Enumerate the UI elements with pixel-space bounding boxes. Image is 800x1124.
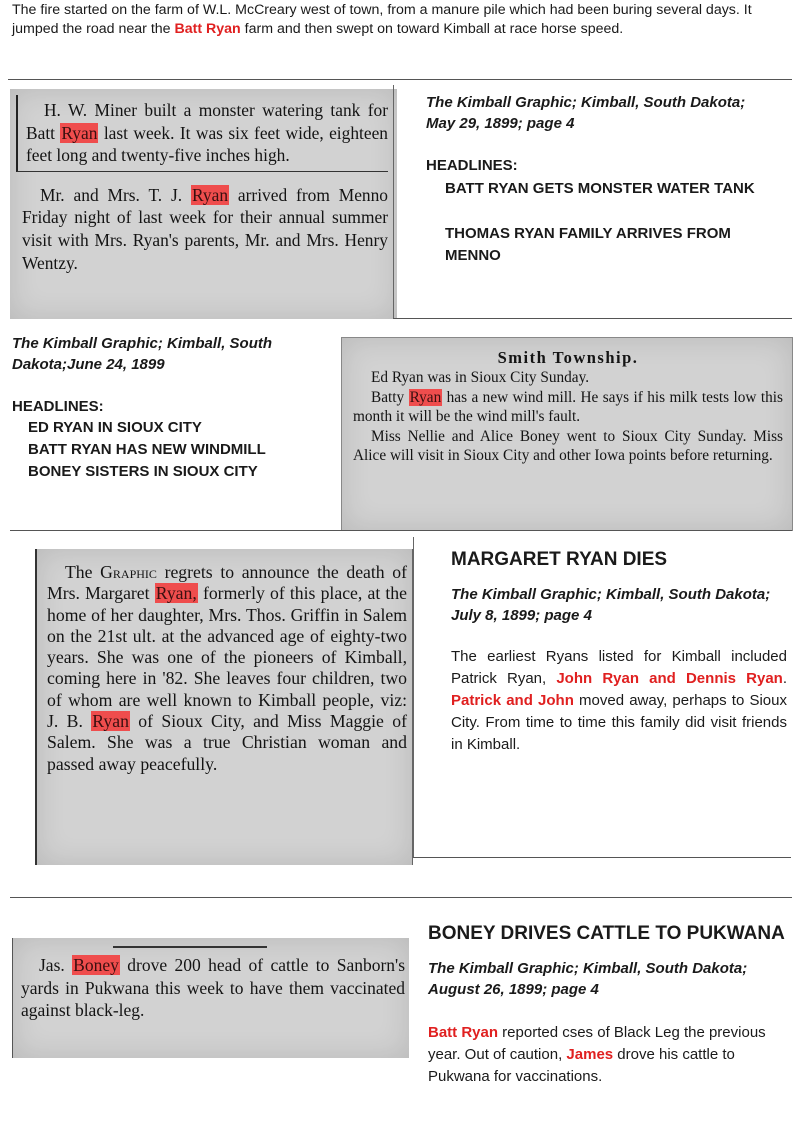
newspaper-clipping-watering-tank xyxy=(10,89,397,319)
intro-highlight: Batt Ryan xyxy=(174,20,241,37)
newspaper-clipping-smith-township xyxy=(341,337,793,531)
headline: THOMAS RYAN FAMILY ARRIVES FROM MENNO xyxy=(445,225,731,264)
clip-paragraph: Jas. Boney drove 200 head of cattle to Sanborn's yards in Pukwana this week to have them vaccinated against black-leg. xyxy=(21,955,406,1020)
highlighted-name: Ryan xyxy=(92,711,129,732)
source-citation: The Kimball Graphic; Kimball, South Dakota; August 26, 1899; page 4 xyxy=(428,960,748,998)
divider xyxy=(10,897,792,898)
divider xyxy=(413,857,791,858)
newspaper-clipping-cattle xyxy=(12,938,409,1058)
section-title: MARGARET RYAN DIES xyxy=(451,549,668,570)
highlighted-name: Boney xyxy=(73,955,119,975)
highlighted-name: Ryan xyxy=(192,184,229,205)
source-citation: The Kimball Graphic; Kimball, South Dakota; May 29, 1899; page 4 xyxy=(426,94,746,132)
intro-paragraph xyxy=(12,1,792,38)
clip-title: Smith Township. xyxy=(497,348,639,367)
headline: ED RYAN IN SIOUX CITY xyxy=(28,419,202,436)
divider xyxy=(10,530,792,531)
highlighted-name: Ryan, xyxy=(155,583,197,604)
clip-paragraph: Batty Ryan has a new wind mill. He says if his milk tests low this month it will be the wind mill's fault. xyxy=(353,388,783,426)
section-title: BONEY DRIVES CATTLE TO PUKWANA xyxy=(428,923,785,944)
section-body: The earliest Ryans listed for Kimball included Patrick Ryan, John Ryan and Dennis Ryan. Patrick and John moved away, perhaps to Sioux City. From time to time this family did visit friends in Kimball. xyxy=(451,648,787,753)
section1-info xyxy=(426,92,776,267)
section3-info xyxy=(451,548,787,756)
intro-text: The fire started on the farm of W.L. McCreary west of town, from a manure pile which had been buring several days. It jumped the road near the xyxy=(12,2,752,37)
headline: BATT RYAN GETS MONSTER WATER TANK xyxy=(445,180,755,197)
section-body: Batt Ryan reported cses of Black Leg the previous year. Out of caution, James drove his cattle to Pukwana for vaccinations. xyxy=(428,1024,766,1085)
clip-paragraph: H. W. Miner built a monster watering tank for Batt Ryan last week. It was six feet wide, eighteen feet long and twenty-five inches high. xyxy=(26,100,388,166)
clip-paragraph: Mr. and Mrs. T. J. Ryan arrived from Menno Friday night of last week for their annual summer visit with Mrs. Ryan's parents, Mr. and Mrs. Henry Wentzy. xyxy=(22,184,388,273)
clip-paragraph: Miss Nellie and Alice Boney went to Sioux City Sunday. Miss Alice will visit in Sioux City and other Iowa points before returning. xyxy=(353,427,783,465)
divider xyxy=(413,537,414,857)
headline: BONEY SISTERS IN SIOUX CITY xyxy=(28,463,258,480)
clip-paragraph: Ed Ryan was in Sioux City Sunday. xyxy=(371,369,590,386)
headline: BATT RYAN HAS NEW WINDMILL xyxy=(28,441,266,458)
divider xyxy=(393,85,394,318)
source-citation: The Kimball Graphic; Kimball, South Dakota;June 24, 1899 xyxy=(12,335,273,373)
highlighted-name: Ryan xyxy=(409,388,442,406)
intro-text-end: farm and then swept on toward Kimball at race horse speed. xyxy=(240,20,624,37)
source-citation: The Kimball Graphic; Kimball, South Dakota; July 8, 1899; page 4 xyxy=(451,586,771,624)
section2-info xyxy=(12,333,330,483)
highlighted-name: Ryan xyxy=(61,122,98,143)
section4-info xyxy=(428,922,788,1088)
newspaper-clipping-obituary xyxy=(35,549,413,865)
clip-paragraph: The Graphic regrets to announce the death of Mrs. Margaret Ryan, formerly of this place, at the home of her daughter, Mrs. Thos. Griffin in Salem on the 21st ult. at the advanced age of eighty-two years. She was one of the pioneers of Kimball, coming here in '82. She leaves four children, two of whom are well known to Kimball people, viz: J. B. Ryan of Sioux City, and Miss Maggie of Salem. She was a true Christian woman and passed away peacefully. xyxy=(47,562,408,774)
headlines-label: HEADLINES: xyxy=(426,157,518,174)
headlines-label: HEADLINES: xyxy=(12,398,104,415)
divider xyxy=(8,79,792,80)
divider xyxy=(393,318,792,319)
